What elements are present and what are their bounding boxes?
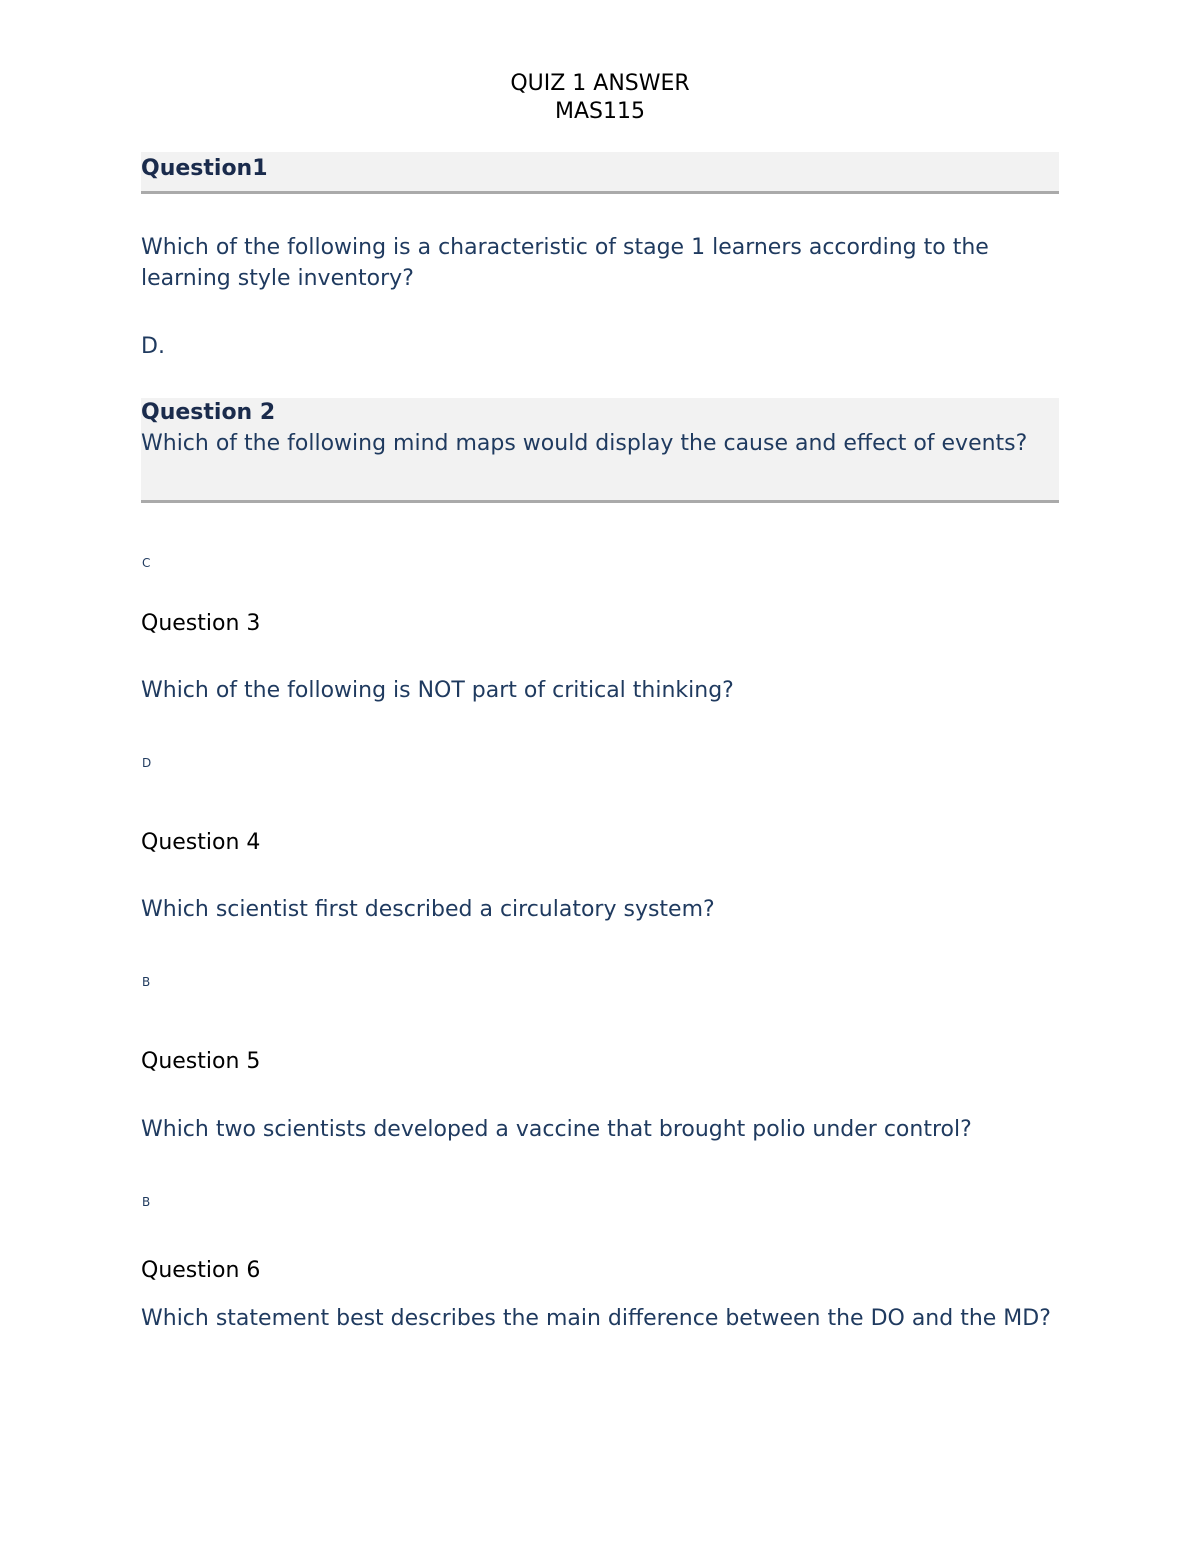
question-2-answer: C — [142, 556, 151, 570]
question-5-answer: B — [142, 1195, 151, 1209]
question-4-text: Which scientist first described a circulatory system? — [141, 897, 715, 922]
question-3-heading: Question 3 — [141, 611, 261, 636]
question-2-text: Which of the following mind maps would display the cause and effect of events? — [141, 431, 1028, 456]
question-5-text: Which two scientists developed a vaccine that brought polio under control? — [141, 1117, 972, 1142]
question-2-block — [141, 398, 1059, 503]
page-title: QUIZ 1 ANSWER — [510, 71, 690, 96]
question-4-answer: B — [142, 975, 151, 989]
course-code: MAS115 — [555, 99, 645, 124]
question-2-heading: Question 2 — [141, 400, 276, 425]
question-4-heading: Question 4 — [141, 830, 261, 855]
question-6-heading: Question 6 — [141, 1258, 261, 1283]
question-1-text: Which of the following is a characteristic of stage 1 learners according to the learning style inventory? — [141, 235, 989, 291]
page-header — [0, 70, 1200, 126]
question-6-text: Which statement best describes the main difference between the DO and the MD? — [141, 1306, 1051, 1331]
question-1-heading-block — [141, 152, 1059, 194]
question-3-text: Which of the following is NOT part of critical thinking? — [141, 678, 734, 703]
question-1-heading: Question1 — [141, 156, 268, 181]
question-5-heading: Question 5 — [141, 1049, 261, 1074]
question-1-answer: D. — [141, 334, 165, 359]
question-3-answer: D — [142, 756, 152, 770]
